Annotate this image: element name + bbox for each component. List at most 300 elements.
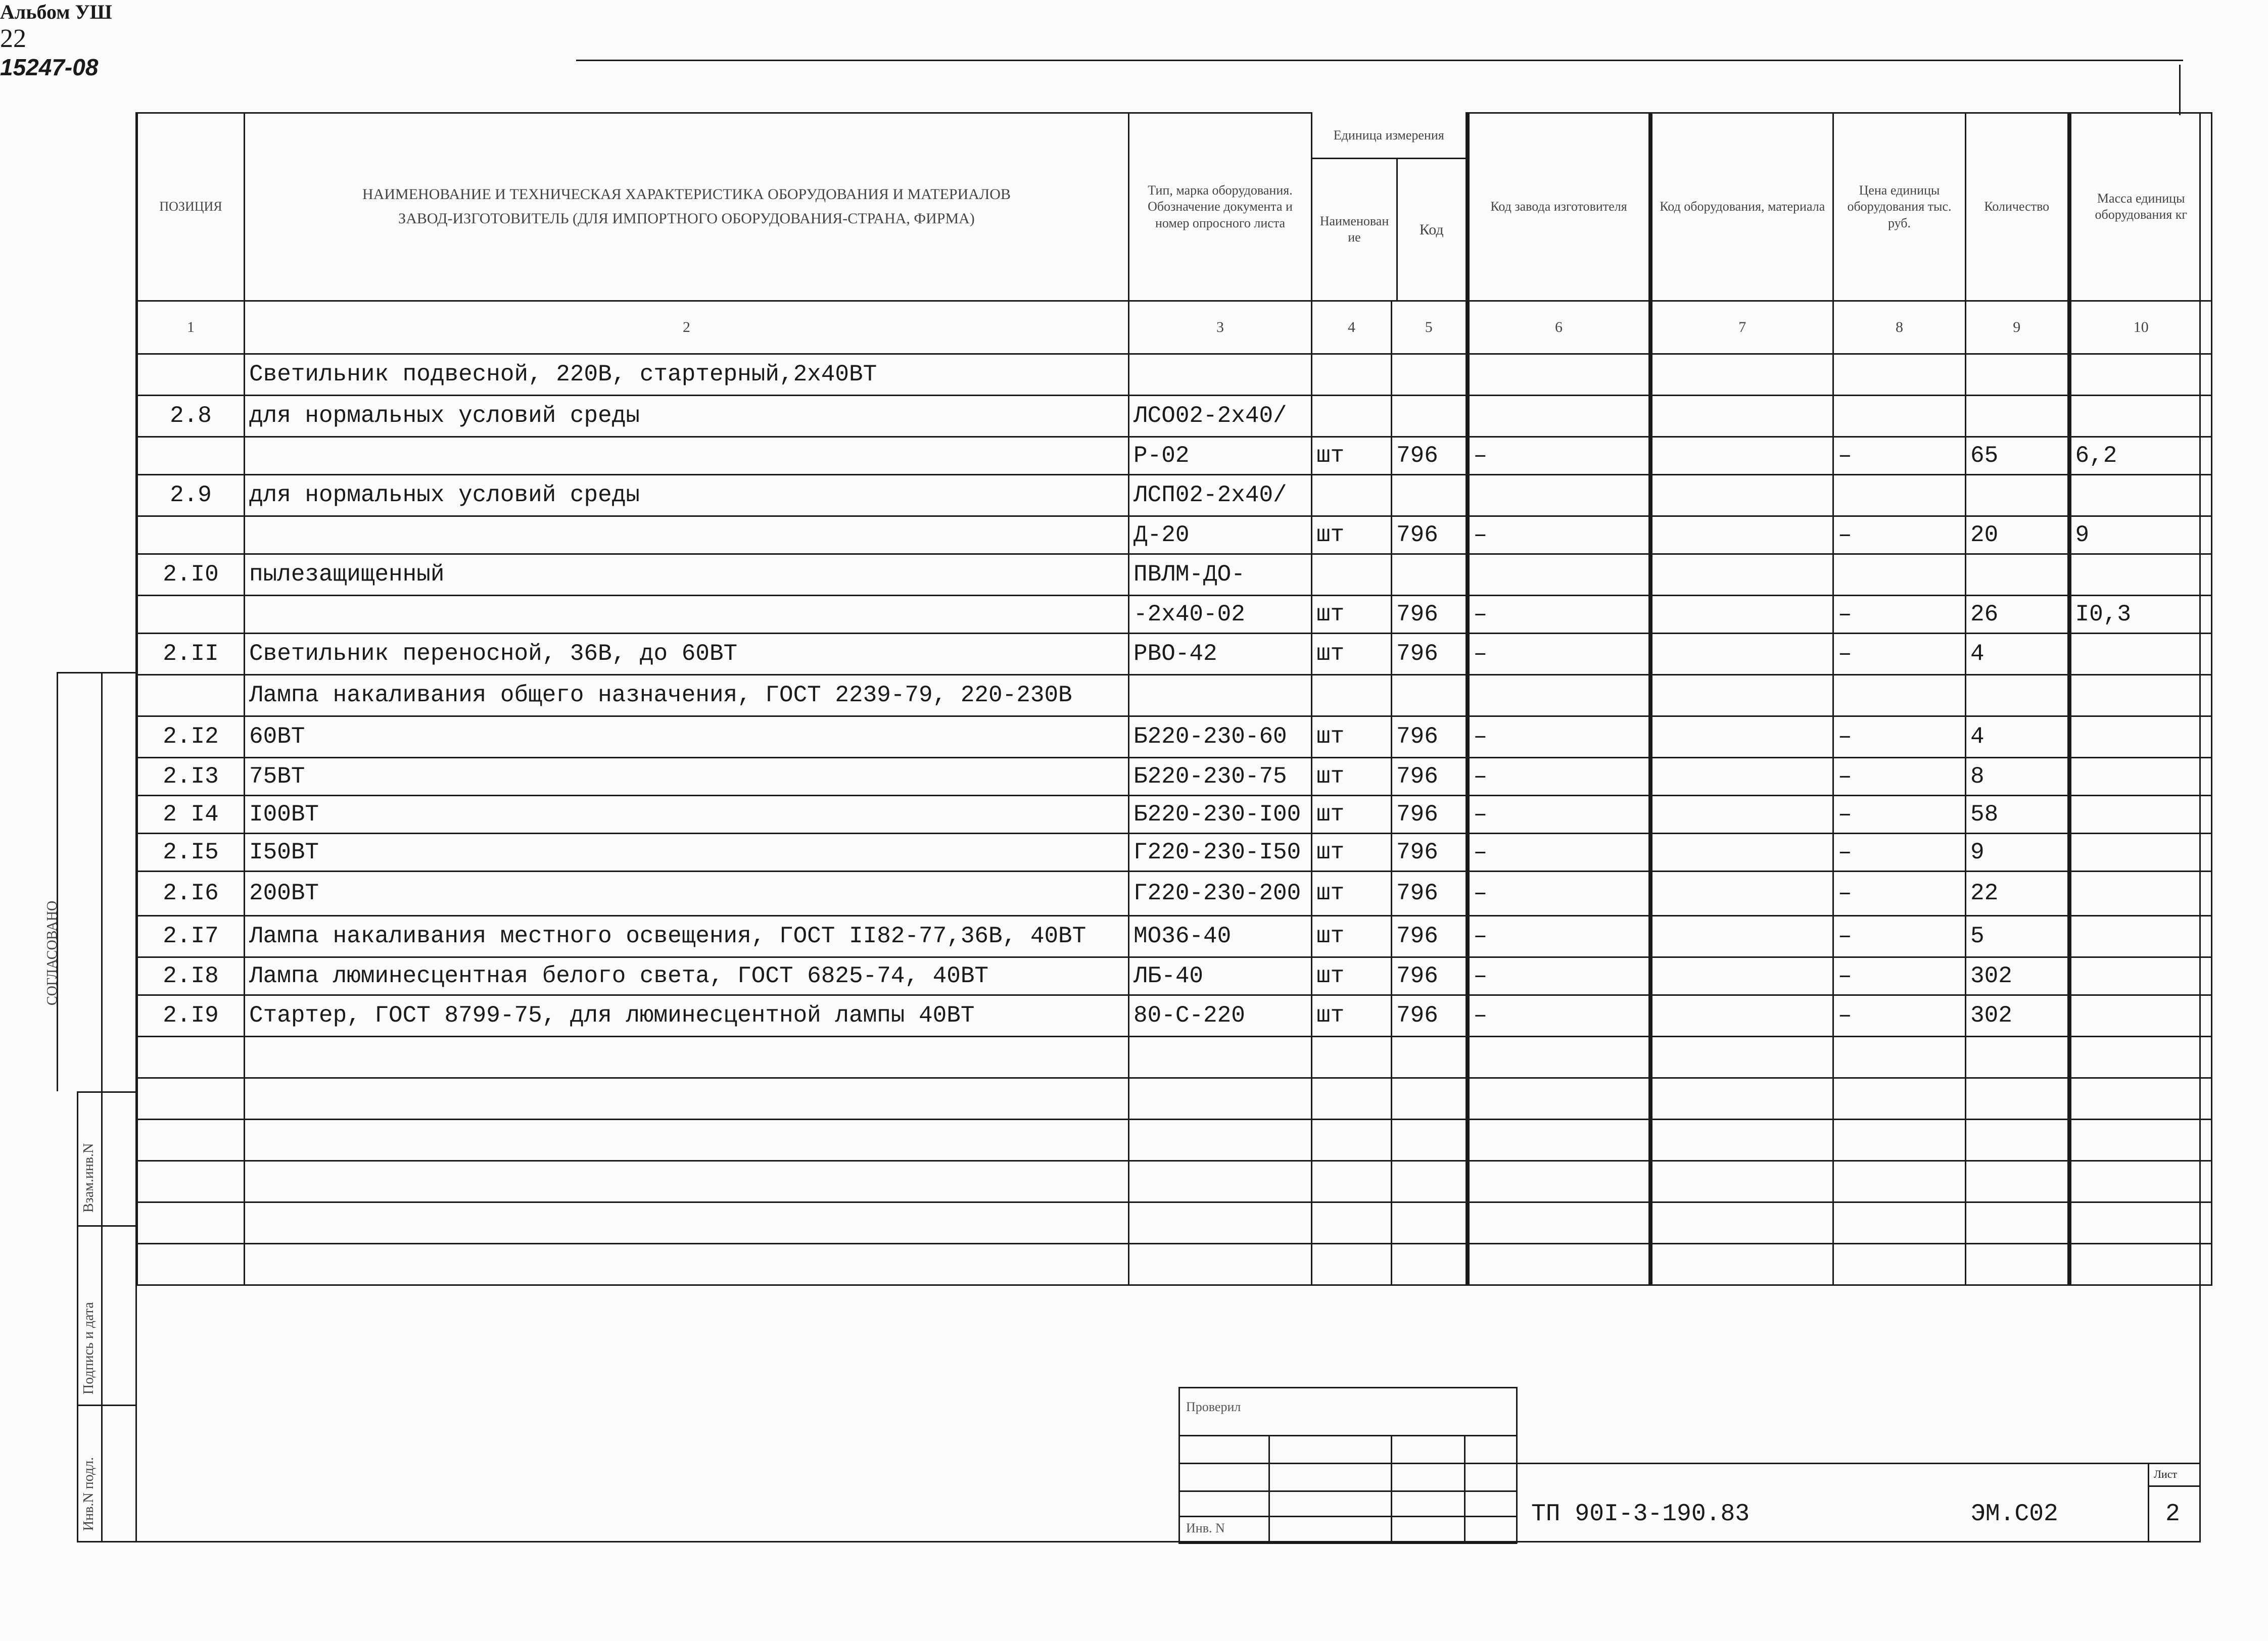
row-price: – [1833,633,1966,674]
row-unit [1312,554,1392,595]
empty-cell [137,1119,245,1161]
row-position [137,437,245,474]
col-number: 10 [2069,301,2212,354]
empty-table-row [137,1202,2212,1243]
row-price: – [1833,757,1966,795]
row-price: – [1833,957,1966,995]
row-name: Лампа накаливания общего назначения, ГОСТ 2239-79, 220-230В [245,674,1129,716]
title-block-divider [2148,1463,2149,1542]
row-manufacturer-code: – [1468,595,1650,633]
row-equipment-code [1650,674,1833,716]
row-name: Светильник подвесной, 220В, стартерный,2х40ВТ [245,354,1129,395]
col-header-manufacturer-code: Код завода изготовителя [1468,113,1650,301]
row-name: для нормальных условий среды [245,395,1129,437]
margin-agreed-label: СОГЛАСОВАНО [44,900,60,1005]
row-price: – [1833,871,1966,915]
row-position: 2.II [137,633,245,674]
row-mass: I0,3 [2069,595,2212,633]
row-unit: шт [1312,995,1392,1036]
table-row [137,395,2212,437]
row-unit-code: 796 [1392,833,1468,871]
project-code: ТП 90I-3-190.83 [1531,1501,1750,1528]
row-name: Лампа люминесцентная белого света, ГОСТ 6825-74, 40ВТ [245,957,1129,995]
margin-line [77,1091,78,1541]
col-header-name-line1: НАИМЕНОВАНИЕ И ТЕХНИЧЕСКАЯ ХАРАКТЕРИСТИКА ОБОРУДОВАНИЯ И МАТЕРИАЛОВ [362,186,1011,203]
col-number: 2 [245,301,1129,354]
empty-cell [245,1202,1129,1243]
row-manufacturer-code: – [1468,716,1650,757]
row-unit [1312,354,1392,395]
stamp-checked-label: Проверил [1186,1399,1241,1414]
col-header-unit [1312,113,1468,301]
empty-cell [1312,1078,1392,1119]
table-row [137,795,2212,833]
row-position: 2 I4 [137,795,245,833]
empty-cell [1833,1078,1966,1119]
row-position: 2.9 [137,474,245,516]
col-header-name [245,113,1129,301]
row-type: ЛСО02-2х40/ [1129,395,1312,437]
table-row [137,437,2212,474]
empty-cell [1392,1161,1468,1202]
row-type: МО36-40 [1129,915,1312,957]
table-row [137,595,2212,633]
row-type: Г220-230-200 [1129,871,1312,915]
approval-stamp [1178,1387,1517,1543]
row-equipment-code [1650,437,1833,474]
row-equipment-code [1650,957,1833,995]
row-position: 2.I2 [137,716,245,757]
margin-line [101,672,103,1541]
empty-cell [1650,1161,1833,1202]
row-unit-code: 796 [1392,595,1468,633]
table-row [137,716,2212,757]
empty-cell [1650,1036,1833,1078]
row-manufacturer-code: – [1468,757,1650,795]
empty-cell [1833,1036,1966,1078]
empty-cell [1312,1036,1392,1078]
empty-cell [1129,1202,1312,1243]
empty-cell [1833,1202,1966,1243]
row-position: 2.I6 [137,871,245,915]
row-quantity [1966,554,2069,595]
row-unit-code: 796 [1392,995,1468,1036]
row-type: Д-20 [1129,516,1312,554]
drawing-code: ЭМ.С02 [1971,1501,2058,1528]
row-manufacturer-code: – [1468,915,1650,957]
col-header-unit-name: Наименование [1312,159,1397,300]
row-equipment-code [1650,554,1833,595]
margin-line [77,1091,136,1093]
row-quantity: 302 [1966,957,2069,995]
empty-cell [1468,1161,1650,1202]
margin-line [57,672,136,673]
table-row [137,757,2212,795]
row-unit: шт [1312,871,1392,915]
title-block-right [2199,1463,2201,1542]
row-mass [2069,871,2212,915]
row-quantity: 302 [1966,995,2069,1036]
row-equipment-code [1650,833,1833,871]
empty-cell [1966,1119,2069,1161]
row-unit: шт [1312,833,1392,871]
row-type: Р-02 [1129,437,1312,474]
row-mass [2069,395,2212,437]
table-row [137,516,2212,554]
empty-cell [1392,1243,1468,1285]
row-price: – [1833,995,1966,1036]
row-unit: шт [1312,915,1392,957]
row-equipment-code [1650,795,1833,833]
empty-cell [245,1161,1129,1202]
empty-cell [137,1161,245,1202]
row-unit-code [1392,674,1468,716]
table-row [137,633,2212,674]
empty-cell [1966,1036,2069,1078]
empty-cell [1650,1078,1833,1119]
empty-cell [137,1036,245,1078]
col-number: 3 [1129,301,1312,354]
empty-table-row [137,1161,2212,1202]
row-position: 2.I7 [137,915,245,957]
col-header-quantity: Количество [1966,113,2069,301]
row-position: 2.I8 [137,957,245,995]
row-name: 200ВТ [245,871,1129,915]
equipment-spec-table [136,112,2212,1286]
row-manufacturer-code [1468,354,1650,395]
empty-cell [1833,1161,1966,1202]
row-unit-code [1392,554,1468,595]
frame-right [2199,112,2201,1466]
row-type: ЛБ-40 [1129,957,1312,995]
row-unit [1312,674,1392,716]
row-quantity [1966,674,2069,716]
row-price: – [1833,437,1966,474]
empty-table-row [137,1078,2212,1119]
row-mass [2069,795,2212,833]
row-unit [1312,474,1392,516]
row-mass [2069,995,2212,1036]
row-mass [2069,716,2212,757]
row-name: для нормальных условий среды [245,474,1129,516]
row-equipment-code [1650,516,1833,554]
row-name: Стартер, ГОСТ 8799-75, для люминесцентной лампы 40ВТ [245,995,1129,1036]
row-name [245,437,1129,474]
row-name: I00ВТ [245,795,1129,833]
table-header-row [137,113,2212,301]
empty-cell [2069,1036,2212,1078]
col-header-unit-title: Единица измерения [1312,113,1466,159]
row-manufacturer-code: – [1468,871,1650,915]
row-mass [2069,957,2212,995]
row-unit: шт [1312,757,1392,795]
table-row [137,871,2212,915]
row-price [1833,554,1966,595]
column-number-row [137,301,2212,354]
empty-cell [1312,1119,1392,1161]
row-equipment-code [1650,716,1833,757]
empty-cell [2069,1078,2212,1119]
row-unit: шт [1312,516,1392,554]
empty-cell [1129,1078,1312,1119]
empty-cell [1468,1036,1650,1078]
row-unit-code: 796 [1392,716,1468,757]
row-manufacturer-code: – [1468,516,1650,554]
row-mass [2069,633,2212,674]
table-row [137,674,2212,716]
row-name: 60ВТ [245,716,1129,757]
empty-cell [1468,1078,1650,1119]
table-body [137,354,2212,1285]
row-position [137,516,245,554]
row-unit-code: 796 [1392,633,1468,674]
row-quantity: 8 [1966,757,2069,795]
row-manufacturer-code: – [1468,957,1650,995]
empty-cell [1966,1078,2069,1119]
row-quantity: 20 [1966,516,2069,554]
margin-orig-inv-label: Инв.N подл. [81,1457,97,1531]
top-rule [576,60,2183,61]
row-name: I50ВТ [245,833,1129,871]
row-price: – [1833,716,1966,757]
empty-cell [137,1078,245,1119]
col-header-name-line2: ЗАВОД-ИЗГОТОВИТЕЛЬ (ДЛЯ ИМПОРТНОГО ОБОРУДОВАНИЯ-СТРАНА, ФИРМА) [398,210,975,227]
frame-bottom [136,1541,2201,1542]
row-manufacturer-code: – [1468,795,1650,833]
empty-cell [1650,1243,1833,1285]
row-manufacturer-code: – [1468,633,1650,674]
row-quantity [1966,474,2069,516]
row-position: 2.I5 [137,833,245,871]
table-row [137,995,2212,1036]
col-number: 7 [1650,301,1833,354]
row-equipment-code [1650,915,1833,957]
row-manufacturer-code [1468,674,1650,716]
row-type: Б220-230-60 [1129,716,1312,757]
sheet-label: Лист [2154,1468,2178,1480]
empty-cell [1392,1078,1468,1119]
empty-cell [1468,1243,1650,1285]
row-unit-code: 796 [1392,871,1468,915]
empty-cell [137,1202,245,1243]
row-manufacturer-code [1468,474,1650,516]
empty-cell [2069,1202,2212,1243]
row-manufacturer-code [1468,395,1650,437]
empty-cell [1312,1243,1392,1285]
row-unit-code [1392,354,1468,395]
empty-cell [245,1119,1129,1161]
row-quantity: 22 [1966,871,2069,915]
row-type: Б220-230-75 [1129,757,1312,795]
empty-cell [1392,1119,1468,1161]
row-price: – [1833,915,1966,957]
row-name: Светильник переносной, 36В, до 60ВТ [245,633,1129,674]
row-name [245,516,1129,554]
table-row [137,915,2212,957]
margin-line [77,1541,136,1542]
col-header-position: ПОЗИЦИЯ [137,113,245,301]
empty-cell [1468,1202,1650,1243]
sheet-number: 2 [2165,1501,2180,1528]
margin-line [77,1405,136,1406]
row-position: 2.I3 [137,757,245,795]
empty-cell [1129,1036,1312,1078]
row-quantity: 26 [1966,595,2069,633]
col-number: 1 [137,301,245,354]
empty-cell [1468,1119,1650,1161]
row-type: 80-С-220 [1129,995,1312,1036]
row-equipment-code [1650,995,1833,1036]
row-mass [2069,474,2212,516]
empty-cell [245,1036,1129,1078]
row-position: 2.I9 [137,995,245,1036]
empty-cell [1312,1202,1392,1243]
document-number: 15247-08 [0,54,99,80]
row-type: РВО-42 [1129,633,1312,674]
empty-table-row [137,1119,2212,1161]
col-header-equipment-code: Код оборудования, материала [1650,113,1833,301]
row-quantity [1966,354,2069,395]
row-mass [2069,354,2212,395]
row-quantity: 4 [1966,633,2069,674]
stamp-inv-label: Инв. N [1186,1521,1225,1535]
row-price: – [1833,595,1966,633]
row-quantity: 9 [1966,833,2069,871]
empty-cell [245,1243,1129,1285]
empty-cell [137,1243,245,1285]
table-row [137,354,2212,395]
frame-left [135,112,137,1542]
row-type: Г220-230-I50 [1129,833,1312,871]
empty-cell [1650,1202,1833,1243]
row-price [1833,474,1966,516]
empty-cell [1650,1119,1833,1161]
row-equipment-code [1650,871,1833,915]
row-price: – [1833,795,1966,833]
margin-line [77,1225,136,1227]
row-unit: шт [1312,595,1392,633]
row-type [1129,354,1312,395]
row-unit-code: 796 [1392,957,1468,995]
empty-cell [2069,1119,2212,1161]
margin-sign-date-label: Подпись и дата [81,1302,97,1394]
empty-cell [1312,1161,1392,1202]
row-price [1833,395,1966,437]
empty-cell [1392,1036,1468,1078]
empty-cell [1129,1161,1312,1202]
row-unit: шт [1312,633,1392,674]
row-equipment-code [1650,757,1833,795]
row-price: – [1833,516,1966,554]
row-type: ЛСП02-2х40/ [1129,474,1312,516]
row-type [1129,674,1312,716]
row-type: -2х40-02 [1129,595,1312,633]
album-title: Альбом УШ [0,1,112,23]
empty-cell [2069,1243,2212,1285]
sheet-box-left [2179,65,2181,115]
row-name: пылезащищенный [245,554,1129,595]
row-unit-code: 796 [1392,757,1468,795]
empty-table-row [137,1243,2212,1285]
row-price: – [1833,833,1966,871]
row-position [137,674,245,716]
row-manufacturer-code: – [1468,437,1650,474]
empty-cell [1966,1202,2069,1243]
row-position [137,595,245,633]
empty-cell [245,1078,1129,1119]
row-name: Лампа накаливания местного освещения, ГОСТ II82-77,36В, 40ВТ [245,915,1129,957]
row-equipment-code [1650,633,1833,674]
row-manufacturer-code [1468,554,1650,595]
empty-cell [2069,1161,2212,1202]
row-unit-code: 796 [1392,516,1468,554]
row-mass [2069,674,2212,716]
table-row [137,833,2212,871]
row-quantity: 5 [1966,915,2069,957]
row-mass: 9 [2069,516,2212,554]
row-quantity: 4 [1966,716,2069,757]
row-unit: шт [1312,716,1392,757]
row-unit-code [1392,395,1468,437]
col-number: 5 [1392,301,1468,354]
empty-cell [1392,1202,1468,1243]
margin-replace-inv-label: Взам.инв.N [81,1143,97,1213]
row-mass [2069,757,2212,795]
col-number: 6 [1468,301,1650,354]
row-unit [1312,395,1392,437]
empty-cell [1966,1161,2069,1202]
margin-line [57,672,58,1091]
row-mass [2069,833,2212,871]
sheet-number-top: 22 [0,24,26,53]
empty-table-row [137,1036,2212,1078]
title-block-top [1517,1463,2200,1464]
sheet-cell-divider [2148,1485,2200,1487]
row-manufacturer-code: – [1468,995,1650,1036]
empty-cell [1833,1119,1966,1161]
empty-cell [1129,1119,1312,1161]
row-manufacturer-code: – [1468,833,1650,871]
row-type: Б220-230-I00 [1129,795,1312,833]
row-unit: шт [1312,957,1392,995]
col-number: 8 [1833,301,1966,354]
row-unit-code: 796 [1392,915,1468,957]
row-quantity: 58 [1966,795,2069,833]
table-row [137,554,2212,595]
col-header-type: Тип, марка оборудования. Обозначение документа и номер опросного листа [1129,113,1312,301]
row-type: ПВЛМ-ДО- [1129,554,1312,595]
empty-cell [1833,1243,1966,1285]
empty-cell [1966,1243,2069,1285]
col-number: 9 [1966,301,2069,354]
row-unit-code: 796 [1392,795,1468,833]
row-name: 75ВТ [245,757,1129,795]
row-quantity: 65 [1966,437,2069,474]
table-row [137,474,2212,516]
row-mass: 6,2 [2069,437,2212,474]
row-unit: шт [1312,437,1392,474]
row-equipment-code [1650,395,1833,437]
empty-cell [1129,1243,1312,1285]
row-unit-code: 796 [1392,437,1468,474]
row-price [1833,354,1966,395]
row-price [1833,674,1966,716]
row-equipment-code [1650,474,1833,516]
row-position: 2.8 [137,395,245,437]
col-header-mass: Масса единицы оборудования кг [2069,113,2212,301]
row-equipment-code [1650,354,1833,395]
row-unit: шт [1312,795,1392,833]
